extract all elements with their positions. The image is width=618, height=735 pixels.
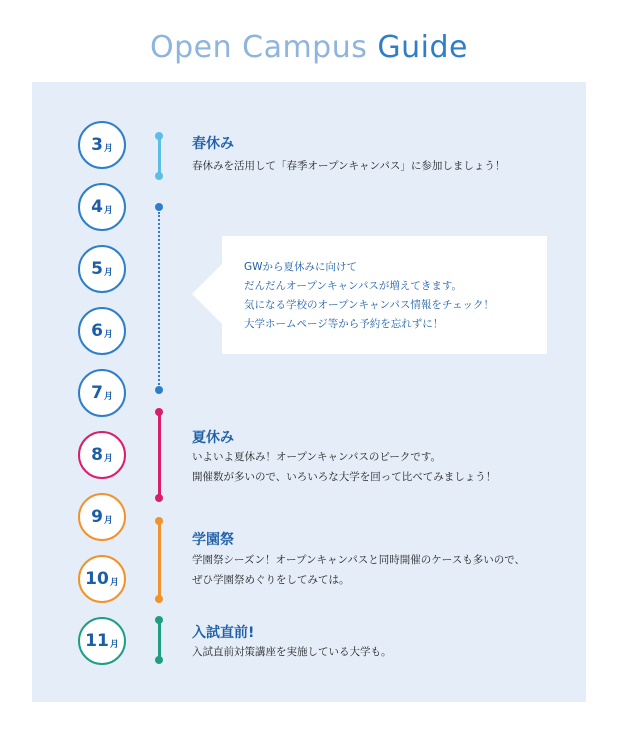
bubble-line: 大学ホームページ等から予約を忘れずに！ — [244, 318, 444, 330]
festival-line — [158, 521, 161, 599]
bubble-line: だんだんオープンキャンパスが増えてきます。 — [244, 280, 462, 292]
month-circle-4: 4 月 — [78, 183, 126, 231]
spring-line — [158, 136, 161, 176]
spring-end-dot — [155, 172, 163, 180]
month-circle-5: 5 月 — [78, 245, 126, 293]
title-open-campus: Open Campus — [149, 30, 378, 65]
exam-text: 入試直前対策講座を実施している大学も。 — [192, 646, 392, 658]
month-circle-9: 9 月 — [78, 493, 126, 541]
page-title — [0, 28, 618, 68]
summer-text — [192, 447, 496, 487]
festival-text — [192, 550, 525, 590]
exam-line — [158, 620, 161, 660]
festival-end-dot — [155, 595, 163, 603]
month-circle-10: 10 月 — [78, 555, 126, 603]
summer-text-line: 開催数が多いので、いろいろな大学を回って比べてみましょう！ — [192, 471, 497, 483]
festival-text-line: 学園祭シーズン！オープンキャンパスと同時開催のケースも多いので、 — [192, 554, 526, 566]
midterm-end-dot — [155, 386, 163, 394]
info-bubble — [222, 236, 547, 354]
summer-title: 夏休み — [192, 430, 234, 446]
spring-title: 春休み — [192, 136, 234, 152]
summer-line — [158, 412, 161, 498]
bubble-line: 気になる学校のオープンキャンパス情報をチェック！ — [244, 299, 495, 311]
exam-end-dot — [155, 656, 163, 664]
summer-end-dot — [155, 494, 163, 502]
month-circle-6: 6 月 — [78, 307, 126, 355]
midterm-dotted-line — [158, 212, 160, 385]
title-guide: Guide — [377, 30, 469, 65]
festival-title: 学園祭 — [192, 532, 234, 548]
bubble-text — [244, 258, 494, 334]
spring-text: 春休みを活用して「春季オープンキャンパス」に参加しましょう！ — [192, 160, 506, 172]
month-circle-3: 3 月 — [78, 121, 126, 169]
bubble-tail — [192, 264, 222, 324]
month-circle-8: 8 月 — [78, 431, 126, 479]
festival-text-line: ぜひ学園祭めぐりをしてみては。 — [192, 574, 350, 586]
exam-title: 入試直前! — [192, 625, 255, 641]
month-circle-11: 11 月 — [78, 617, 126, 665]
month-circle-7: 7 月 — [78, 369, 126, 417]
midterm-start-dot — [155, 203, 163, 211]
summer-text-line: いよいよ夏休み！オープンキャンパスのピークです。 — [192, 451, 442, 463]
bubble-line: GWから夏休みに向けて — [244, 261, 358, 273]
